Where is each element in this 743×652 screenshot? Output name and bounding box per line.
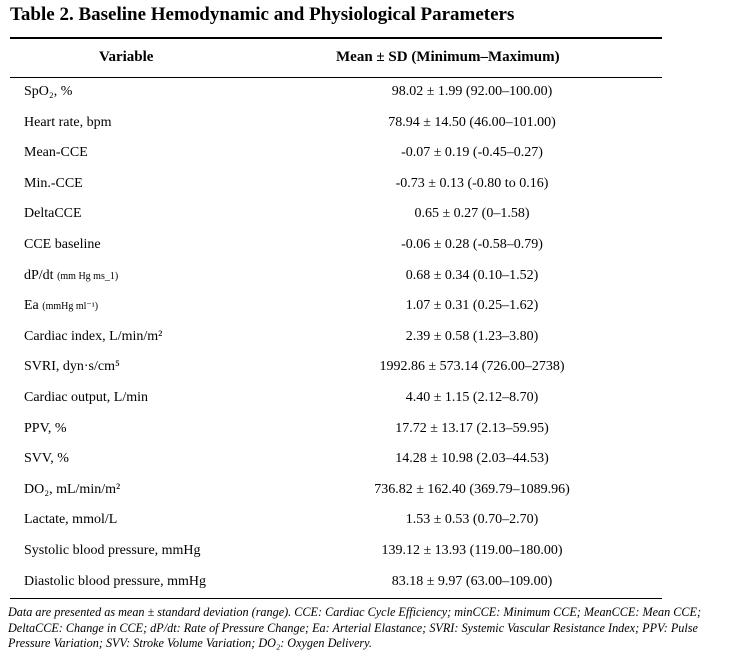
row-variable: SpO₂, % [24,84,73,99]
table-row [10,231,662,262]
row-variable: SVRI, dyn·s/cm⁵ [24,359,120,375]
row-variable: Lactate, mmol/L [24,512,118,528]
row-stat: 83.18 ± 9.97 (63.00–109.00) [391,573,553,589]
row-variable-name: Ea [24,298,43,314]
row-variable-unit: (mmHg ml⁻¹) [42,301,99,313]
table-bottom-rule [10,598,662,599]
row-variable: PPV, % [24,420,67,436]
table-row [10,109,662,140]
row-stat: -0.07 ± 0.19 (-0.45–0.27) [401,145,543,161]
row-stat: 2.39 ± 0.58 (1.23–3.80) [405,328,539,344]
row-variable: Systolic blood pressure, mmHg [24,542,201,558]
table-row [10,262,662,293]
table-title: Table 2. Baseline Hemodynamic and Physiological Parameters [10,4,515,25]
table-body [10,78,662,598]
row-stat: 0.65 ± 0.27 (0–1.58) [414,206,530,222]
table-row [10,292,662,323]
table-row [10,139,662,170]
table-row [10,476,662,507]
row-variable [24,268,118,284]
table-row [10,323,662,354]
row-variable [24,298,98,314]
row-variable: Diastolic blood pressure, mmHg [24,573,206,589]
row-stat: 17.72 ± 13.17 (2.13–59.95) [395,420,549,436]
parameters-table [10,37,662,599]
table-footnote: Data are presented as mean ± standard deviation (range). CCE: Cardiac Cycle Efficiency; minCCE: Minimum CCE; MeanCCE: Mean CCE; DeltaCCE: Change in CCE; dP/dt: Rate of Pressure Change; Ea: Arterial Elastance; SVRI: Systemic Vascular Resistance Index; PPV: Pulse Pressure Variation; SVV: Stroke Volume Variation; DO₂: Oxygen Delivery. [8,605,702,650]
row-variable: Cardiac output, L/min [24,389,149,405]
table-row [10,353,662,384]
header-variable: Variable [99,49,154,65]
row-stat: -0.06 ± 0.28 (-0.58–0.79) [401,236,543,252]
row-stat: 4.40 ± 1.15 (2.12–8.70) [405,389,539,405]
table-header-row [10,39,662,77]
row-stat: -0.73 ± 0.13 (-0.80 to 0.16) [395,175,549,191]
row-stat: 14.28 ± 10.98 (2.03–44.53) [395,451,549,467]
row-stat: 736.82 ± 162.40 (369.79–1089.96) [374,481,570,497]
row-variable: Cardiac index, L/min/m² [24,328,163,344]
row-variable: SVV, % [24,451,69,467]
table-row [10,568,662,599]
row-stat: 1.07 ± 0.31 (0.25–1.62) [405,298,539,314]
row-stat: 1992.86 ± 573.14 (726.00–2738) [379,359,565,375]
row-stat: 78.94 ± 14.50 (46.00–101.00) [388,114,556,130]
row-variable: DeltaCCE [24,206,82,222]
row-variable-unit: (mm Hg ms_1) [57,270,119,282]
header-mean-sd: Mean ± SD (Minimum–Maximum) [336,49,560,65]
table-row [10,78,662,109]
row-variable-name: dP/dt [24,267,58,283]
row-variable: CCE baseline [24,236,101,252]
row-stat: 139.12 ± 13.93 (119.00–180.00) [381,542,563,558]
row-variable: Min.-CCE [24,175,83,191]
table-row [10,415,662,446]
table-row [10,506,662,537]
table-row [10,445,662,476]
table-row [10,384,662,415]
row-stat: 98.02 ± 1.99 (92.00–100.00) [391,84,553,99]
table-row [10,537,662,568]
row-stat: 0.68 ± 0.34 (0.10–1.52) [405,267,539,283]
table-row [10,170,662,201]
row-variable: Heart rate, bpm [24,114,112,130]
row-variable: Mean-CCE [24,145,88,161]
row-stat: 1.53 ± 0.53 (0.70–2.70) [405,512,539,528]
row-variable: DO₂, mL/min/m² [24,481,121,497]
table-row [10,200,662,231]
